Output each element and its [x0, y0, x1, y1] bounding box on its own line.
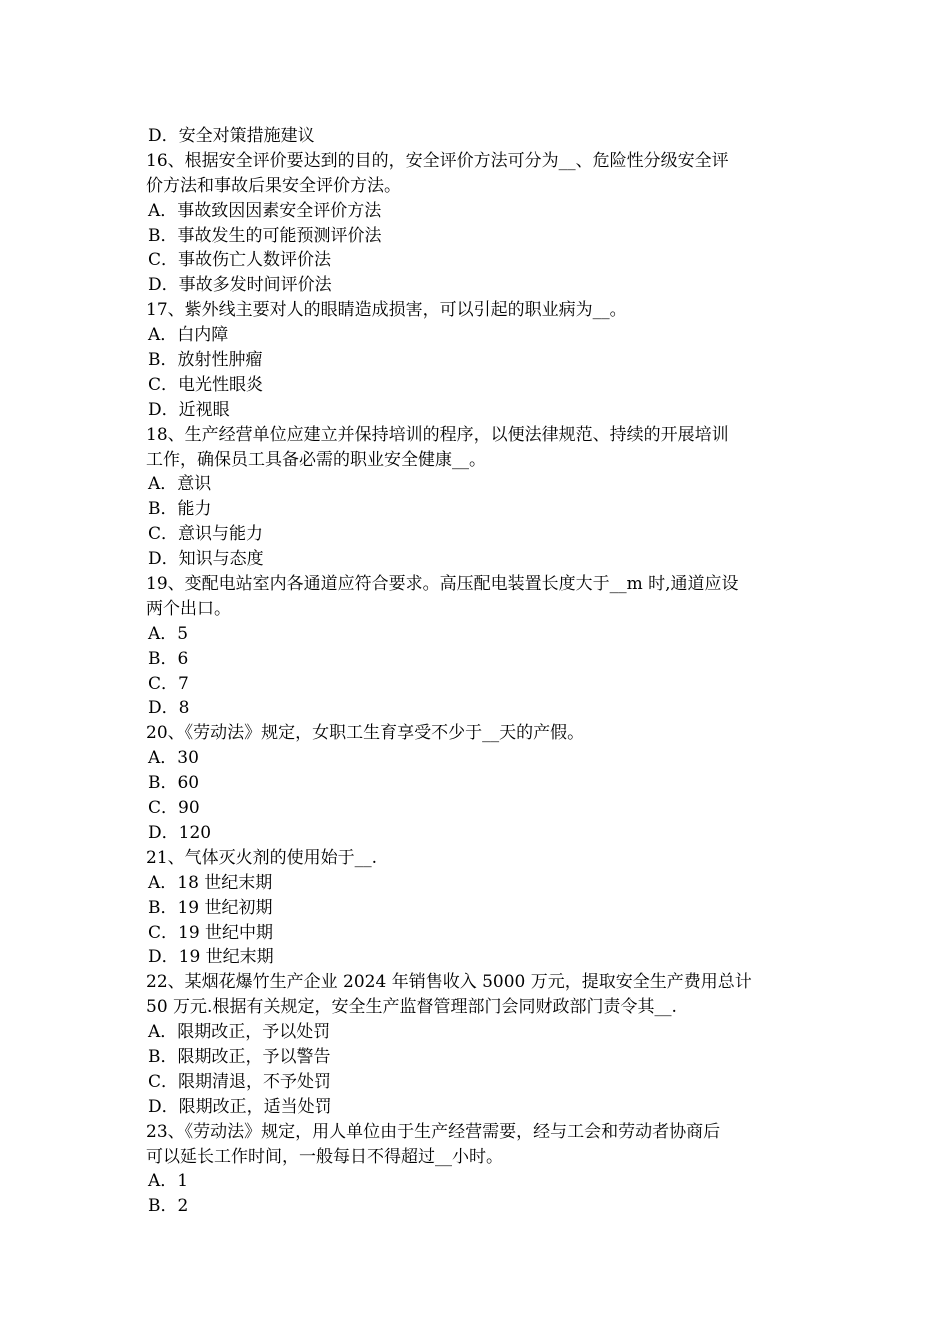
answer-option-line: A．1	[148, 1171, 189, 1192]
question-text-line: 工作，确保员工具备必需的职业安全健康__。	[146, 449, 486, 470]
answer-option-line: C．事故伤亡人数评价法	[148, 250, 332, 271]
question-text-line: 两个出口。	[146, 598, 231, 619]
question-text-line: 23、《劳动法》规定，用人单位由于生产经营需要，经与工会和劳动者协商后	[146, 1121, 721, 1142]
answer-option-line: B．能力	[148, 499, 212, 520]
answer-option-line: B．19 世纪初期	[148, 897, 273, 918]
answer-option-line: B．放射性肿瘤	[148, 350, 263, 371]
question-text-line: 17、紫外线主要对人的眼睛造成损害，可以引起的职业病为__。	[146, 300, 627, 321]
answer-option-line: C．意识与能力	[148, 524, 264, 545]
answer-option-line: A．18 世纪末期	[148, 872, 273, 893]
answer-option-line: B．6	[148, 648, 189, 669]
answer-option-line: C．19 世纪中期	[148, 922, 274, 943]
question-text-line: 21、气体灭火剂的使用始于__.	[146, 847, 378, 868]
answer-option-line: A．限期改正，予以处罚	[148, 1022, 331, 1043]
answer-option-line: A．5	[148, 623, 189, 644]
answer-option-line: A．事故致因因素安全评价方法	[148, 200, 382, 221]
question-text-line: 18、生产经营单位应建立并保持培训的程序，以便法律规范、持续的开展培训	[146, 424, 729, 445]
answer-option-line: D．8	[148, 698, 190, 719]
answer-option-line: C．90	[148, 798, 200, 819]
answer-option-line: D．120	[148, 822, 212, 843]
question-text-line: 可以延长工作时间，一般每日不得超过__小时。	[146, 1146, 503, 1167]
question-text-line: 价方法和事故后果安全评价方法。	[146, 175, 401, 196]
answer-option-line: B．2	[148, 1196, 189, 1217]
question-text-line: 19、变配电站室内各通道应符合要求。高压配电装置长度大于__m 时,通道应设	[146, 574, 739, 595]
answer-option-line: A．意识	[148, 474, 212, 495]
answer-option-line: D．知识与态度	[148, 549, 264, 570]
question-text-line: 20、《劳动法》规定，女职工生育享受不少于__天的产假。	[146, 723, 585, 744]
answer-option-line: D．19 世纪末期	[148, 947, 274, 968]
answer-option-line: C．电光性眼炎	[148, 374, 264, 395]
answer-option-line: D．事故多发时间评价法	[148, 275, 332, 296]
question-text-line: 50 万元.根据有关规定，安全生产监督管理部门会同财政部门责令其__.	[146, 997, 677, 1018]
answer-option-line: C．7	[148, 673, 189, 694]
answer-option-line: B．限期改正，予以警告	[148, 1046, 331, 1067]
question-text-line: 22、某烟花爆竹生产企业 2024 年销售收入 5000 万元，提取安全生产费用总计	[146, 972, 752, 993]
answer-option-line: D．限期改正，适当处罚	[148, 1096, 332, 1117]
answer-option-line: C．限期清退，不予处罚	[148, 1071, 332, 1092]
answer-option-line: B．60	[148, 773, 200, 794]
document-body	[146, 124, 814, 1219]
answer-option-line: B．事故发生的可能预测评价法	[148, 225, 382, 246]
answer-option-line: D．安全对策措施建议	[148, 126, 315, 146]
question-text-line: 16、根据安全评价要达到的目的，安全评价方法可分为__、危险性分级安全评	[146, 150, 729, 171]
answer-option-line: D．近视眼	[148, 399, 230, 420]
answer-option-line: A．白内障	[148, 325, 229, 346]
answer-option-line: A．30	[148, 748, 199, 769]
